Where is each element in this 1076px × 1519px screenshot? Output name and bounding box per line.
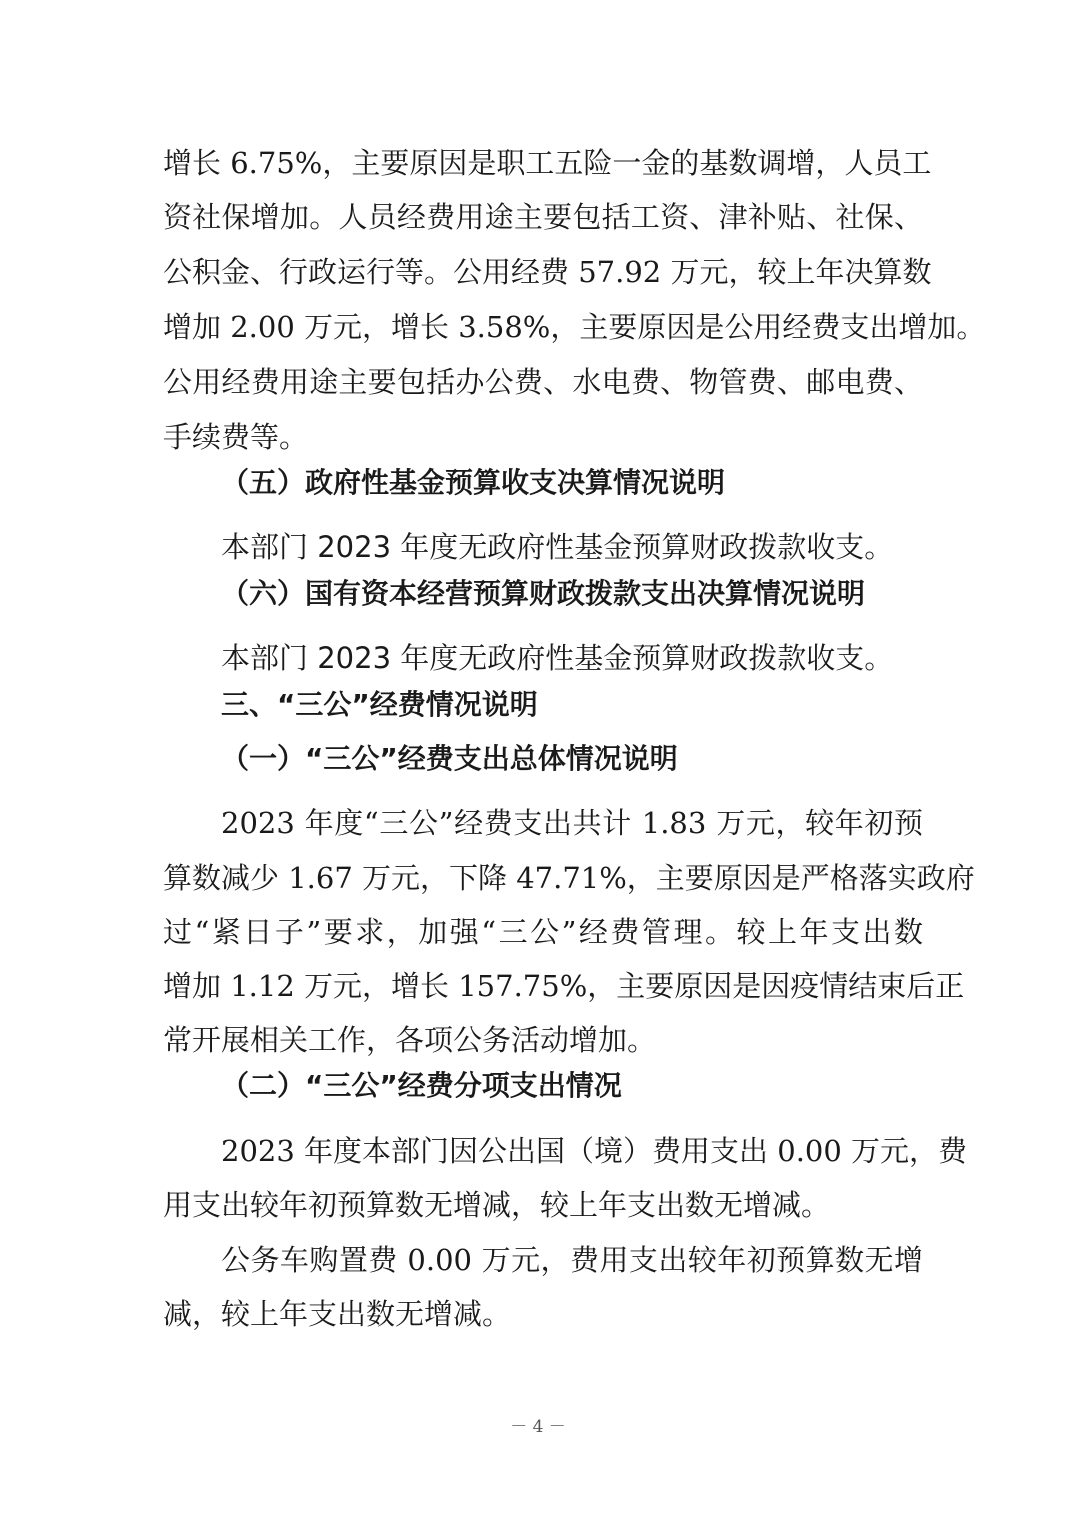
- section-heading-6: （六）国有资本经营预算财政拨款支出决算情况说明: [221, 577, 866, 610]
- body-text-line: 减，较上年支出数无增减。: [163, 1297, 512, 1331]
- body-text-line: 本部门 2023 年度无政府性基金预算财政拨款收支。: [221, 641, 894, 675]
- body-text-line: 增加 1.12 万元，增长 157.75%，主要原因是因疫情结束后正: [163, 969, 965, 1003]
- page-number: － 4 －: [510, 1417, 566, 1437]
- body-text-line: 2023 年度“三公”经费支出共计 1.83 万元，较年初预: [221, 806, 923, 840]
- body-text-line: 手续费等。: [163, 420, 309, 454]
- body-text-line: 公务车购置费 0.00 万元，费用支出较年初预算数无增: [221, 1243, 923, 1277]
- body-text-line: 用支出较年初预算数无增减，较上年支出数无增减。: [163, 1188, 831, 1222]
- body-text-line: 2023 年度本部门因公出国（境）费用支出 0.00 万元，费: [221, 1134, 968, 1168]
- section-heading-5: （五）政府性基金预算收支决算情况说明: [221, 466, 726, 499]
- section-title-3: 三、“三公”经费情况说明: [221, 688, 538, 721]
- subheading-1: （一）“三公”经费支出总体情况说明: [221, 742, 678, 775]
- body-text-line: 过“紧日子”要求，加强“三公”经费管理。较上年支出数: [163, 915, 923, 949]
- body-text-line: 公用经费用途主要包括办公费、水电费、物管费、邮电费、: [163, 365, 923, 399]
- body-text-line: 增加 2.00 万元，增长 3.58%，主要原因是公用经费支出增加。: [163, 310, 986, 344]
- body-text-line: 增长 6.75%，主要原因是职工五险一金的基数调增，人员工: [163, 146, 932, 180]
- body-text-line: 公积金、行政运行等。公用经费 57.92 万元，较上年决算数: [163, 255, 932, 289]
- body-text-line: 资社保增加。人员经费用途主要包括工资、津补贴、社保、: [163, 200, 923, 234]
- body-text-line: 常开展相关工作，各项公务活动增加。: [163, 1023, 657, 1057]
- body-text-line: 算数减少 1.67 万元，下降 47.71%，主要原因是严格落实政府: [163, 861, 975, 895]
- subheading-2: （二）“三公”经费分项支出情况: [221, 1069, 622, 1102]
- body-text-line: 本部门 2023 年度无政府性基金预算财政拨款收支。: [221, 530, 894, 564]
